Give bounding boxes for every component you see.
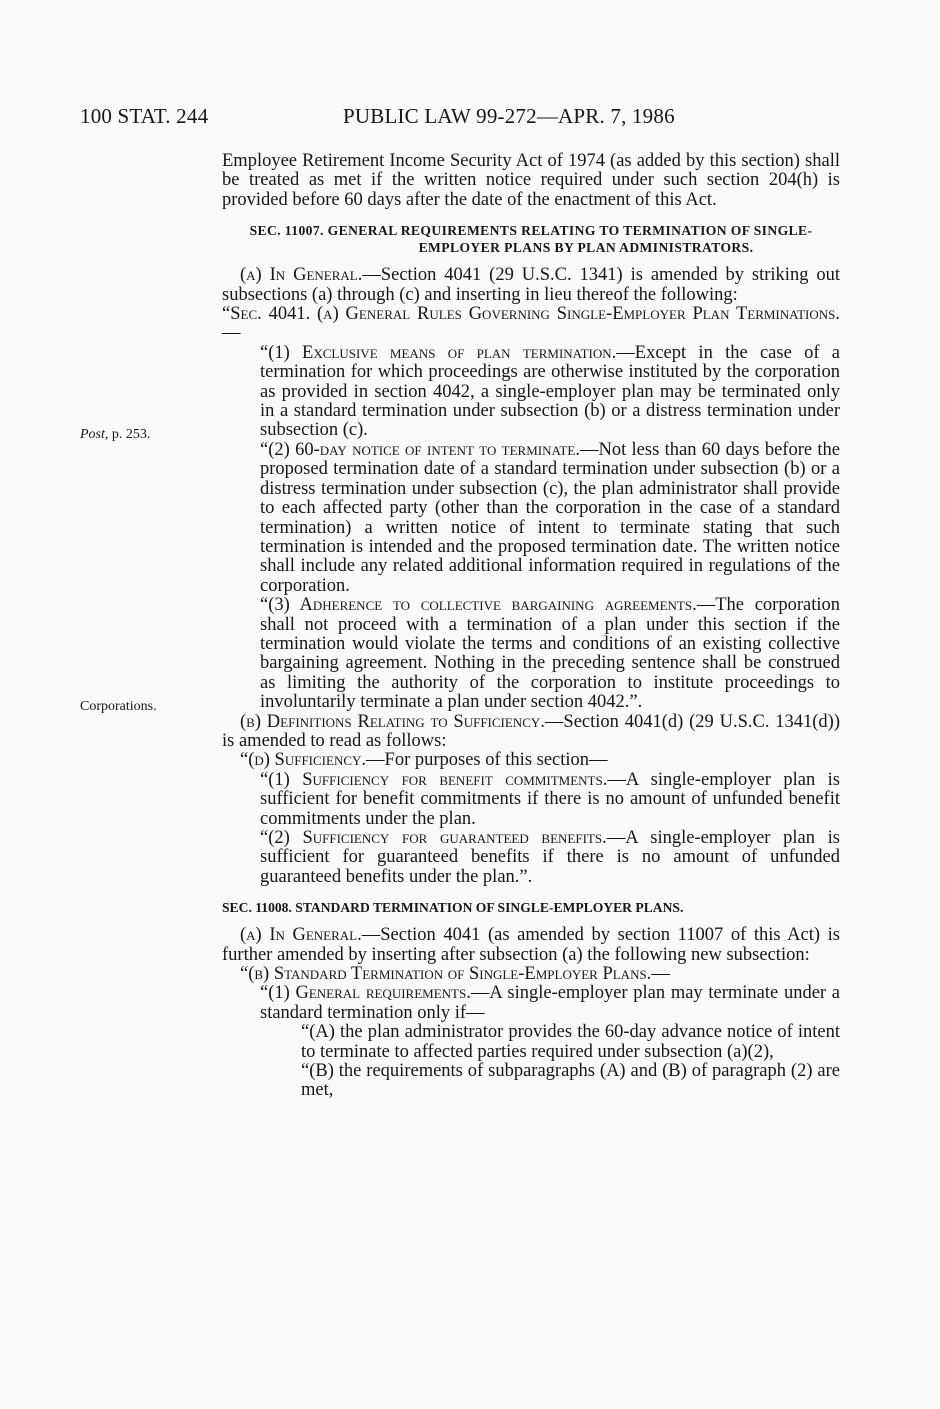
paragraph-2-lead: “(2) 60-day notice of intent to terminate. — [260, 439, 580, 460]
subsection-b-paragraph — [222, 713, 840, 752]
requirement-B: “(B) the requirements of subparagraphs (A) and (B) of paragraph (2) are met, — [301, 1061, 840, 1101]
definition-2-lead: “(2) Sufficiency for guaranteed benefits. — [260, 828, 607, 848]
subsection-d-heading — [222, 751, 840, 770]
subsection-a2-paragraph — [222, 926, 840, 965]
margin-note-post — [80, 427, 150, 443]
subsection-a-lead: (a) In General. — [240, 265, 363, 286]
intro-paragraph: Employee Retirement Income Security Act of 1974 (as added by this section) shall be treated as met if the written notice required under such section 204(h) is provided before 60 days after the date of the enactment of this Act. — [222, 151, 840, 210]
paragraph-1 — [222, 344, 840, 441]
body-text — [222, 152, 840, 1101]
general-requirements-paragraph — [222, 984, 840, 1023]
paragraph-1-lead: “(1) Exclusive means of plan termination. — [260, 342, 617, 363]
subsection-b-lead: (b) Definitions Relating to Sufficiency. — [240, 711, 545, 732]
margin-note-corporations: Corporations. — [80, 699, 157, 714]
subsection-a2-text: —Section 4041 (as amended by section 11007 of this Act) is further amended by inserting after subsection (a) the following new subsection: — [222, 925, 841, 965]
sec4041-heading — [222, 305, 840, 344]
subsection-a-text: —Section 4041 (29 U.S.C. 1341) is amended by striking out subsections (a) through (c) and inserting in lieu thereof the following: — [222, 265, 840, 305]
standard-termination-heading — [222, 965, 840, 984]
requirement-A: “(A) the plan administrator provides the 60-day advance notice of intent to terminate to affected parties required under subsection (a)(2), — [301, 1022, 840, 1062]
subsection-d-text: —For purposes of this section— — [366, 750, 608, 771]
margin-note-post-rest: p. 253. — [108, 427, 151, 442]
subsection-d-lead: “(d) Sufficiency. — [240, 750, 367, 771]
paragraph-2-text: —Not less than 60 days before the proposed termination date of a standard termination under subsection (b) or a distress termination under subsection (c), the plan administrator shall provide to each affected party (other than the corporation in the case of a standard termination) a written notice of intent to terminate stating that such termination is intended and the proposed termination date. The written notice shall include any related additional information required in regulations of the corporation. — [260, 439, 841, 596]
public-law-title: PUBLIC LAW 99-272—APR. 7, 1986 — [343, 104, 675, 128]
statute-page-number: 100 STAT. 244 — [80, 104, 209, 128]
definition-2 — [222, 829, 840, 887]
section-11007-heading: SEC. 11007. GENERAL REQUIREMENTS RELATING TO TERMINATION OF SINGLE-EMPLOYER PLANS BY PLAN ADMINISTRATORS. — [249, 223, 813, 256]
subsection-b-text: —Section 4041(d) (29 U.S.C. 1341(d)) is amended to read as follows: — [222, 711, 840, 751]
standard-termination-tail: — — [651, 964, 670, 985]
general-requirements-lead: “(1) General requirements. — [260, 983, 471, 1004]
paragraph-3-text: —The corporation shall not proceed with a termination of a plan under this section if the termination would violate the terms and conditions of an existing collective bargaining agreement. Nothing in the preceding sentence shall be construed as limiting the authority of the corporation to institute proceedings to involuntarily terminate a plan under section 4042.”. — [260, 595, 840, 713]
sec4041-lead: “Sec. 4041. (a) General Rules Governing Single-Employer Plan Terminations. — [222, 304, 840, 325]
definition-1 — [222, 771, 840, 829]
definition-1-lead: “(1) Sufficiency for benefit commitments. — [260, 769, 608, 790]
definition-2-text: —A single-employer plan is sufficient for guaranteed benefits if there is no amount of unfunded guaranteed benefits under the plan.”. — [260, 828, 840, 887]
paragraph-3-lead: “(3) Adherence to collective bargaining agreements. — [260, 595, 697, 616]
paragraph-1-text: —Except in the case of a termination for which proceedings are otherwise instituted by the corporation as provided in section 4042, a single-employer plan may be terminated only in a standard termination under subsection (b) or a distress termination under subsection (c). — [260, 342, 840, 441]
standard-termination-lead: “(b) Standard Termination of Single-Employer Plans. — [240, 964, 652, 985]
subsection-a-paragraph — [222, 266, 840, 305]
section-11008-heading: SEC. 11008. STANDARD TERMINATION OF SINGLE-EMPLOYER PLANS. — [222, 900, 684, 916]
sec4041-tail: — — [222, 323, 241, 344]
subsection-a2-lead: (a) In General. — [240, 925, 362, 946]
paragraph-3 — [222, 596, 840, 712]
general-requirements-text: —A single-employer plan may terminate under a standard termination only if— — [260, 983, 840, 1023]
paragraph-2 — [222, 441, 840, 596]
margin-note-post-italic: Post, — [80, 427, 109, 442]
definition-1-text: —A single-employer plan is sufficient for benefit commitments if there is no amount of unfunded benefit commitments under the plan. — [260, 769, 840, 829]
